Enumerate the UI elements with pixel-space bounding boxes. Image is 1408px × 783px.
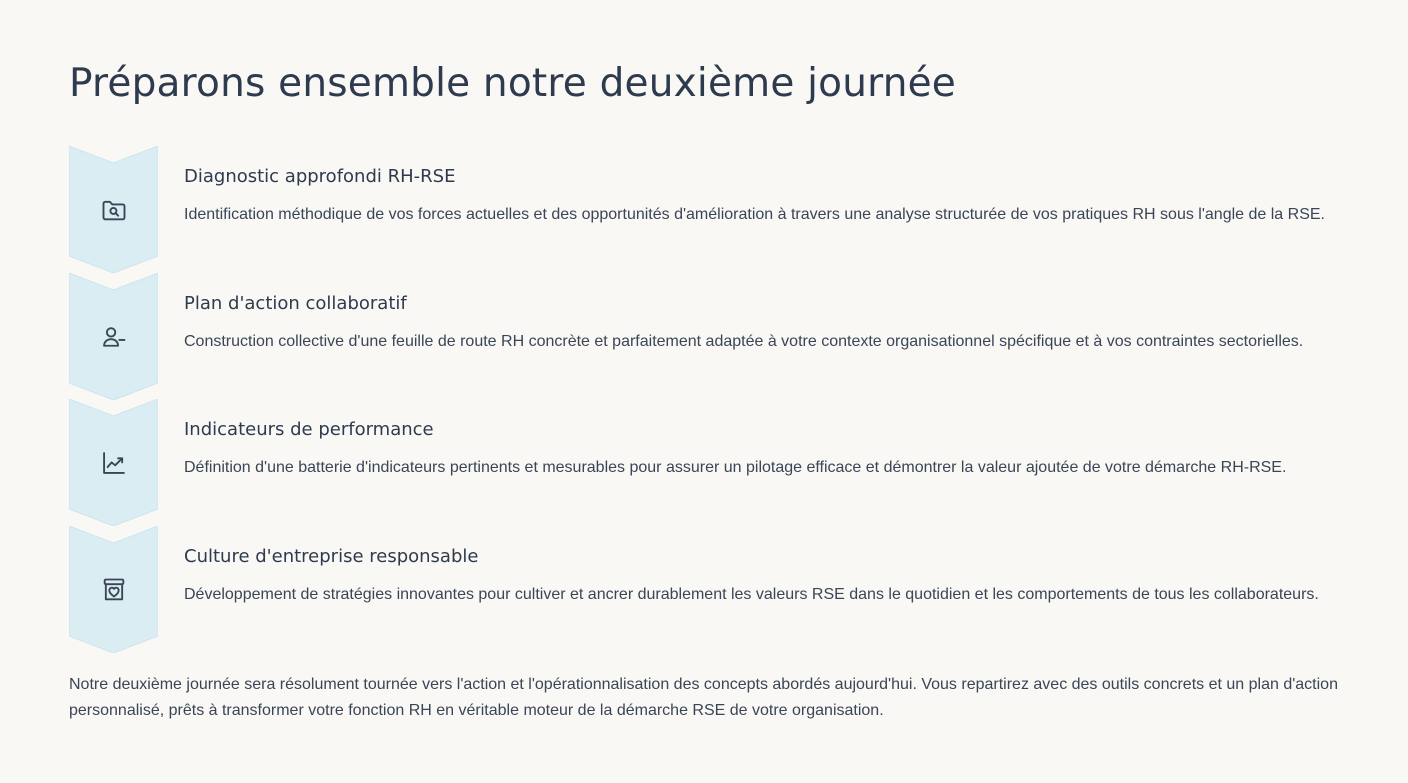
step-title: Culture d'entreprise responsable [184, 546, 479, 567]
step-description: Identification méthodique de vos forces actuelles et des opportunités d'amélioration à travers une analyse structurée de vos pratiques RH sous l'angle de la RSE. [184, 206, 1325, 223]
chevron-marker [69, 399, 158, 526]
slide-title: Préparons ensemble notre deuxième journée [69, 61, 956, 106]
step-title: Diagnostic approfondi RH-RSE [184, 166, 456, 187]
chevron-marker [69, 273, 158, 400]
step-title: Indicateurs de performance [184, 419, 434, 440]
folder-search-icon [100, 196, 128, 224]
step-description: Développement de stratégies innovantes pour cultiver et ancrer durablement les valeurs RSE dans le quotidien et les comportements de tous les collaborateurs. [184, 586, 1319, 603]
closing-paragraph: Notre deuxième journée sera résolument tournée vers l'action et l'opérationnalisation des concepts abordés aujourd'hui. Vous repartirez avec des outils concrets et un plan d'action personnalisé, prêts à transformer votre fonction RH en véritable moteur de la démarche RSE de votre organisation. [69, 676, 1338, 719]
step-title: Plan d'action collaboratif [184, 293, 407, 314]
step-item [69, 146, 1349, 273]
heart-handshake-box-icon [100, 576, 128, 604]
step-description: Construction collective d'une feuille de route RH concrète et parfaitement adaptée à votre contexte organisationnel spécifique et à vos contraintes sectorielles. [184, 333, 1304, 350]
step-item [69, 399, 1349, 526]
step-item [69, 526, 1349, 653]
step-item [69, 273, 1349, 400]
trending-up-chart-icon [100, 449, 128, 477]
chevron-marker [69, 526, 158, 653]
user-minus-icon [100, 323, 128, 351]
chevron-marker [69, 146, 158, 273]
step-description: Définition d'une batterie d'indicateurs pertinents et mesurables pour assurer un pilotage efficace et démontrer la valeur ajoutée de votre démarche RH-RSE. [184, 459, 1287, 476]
